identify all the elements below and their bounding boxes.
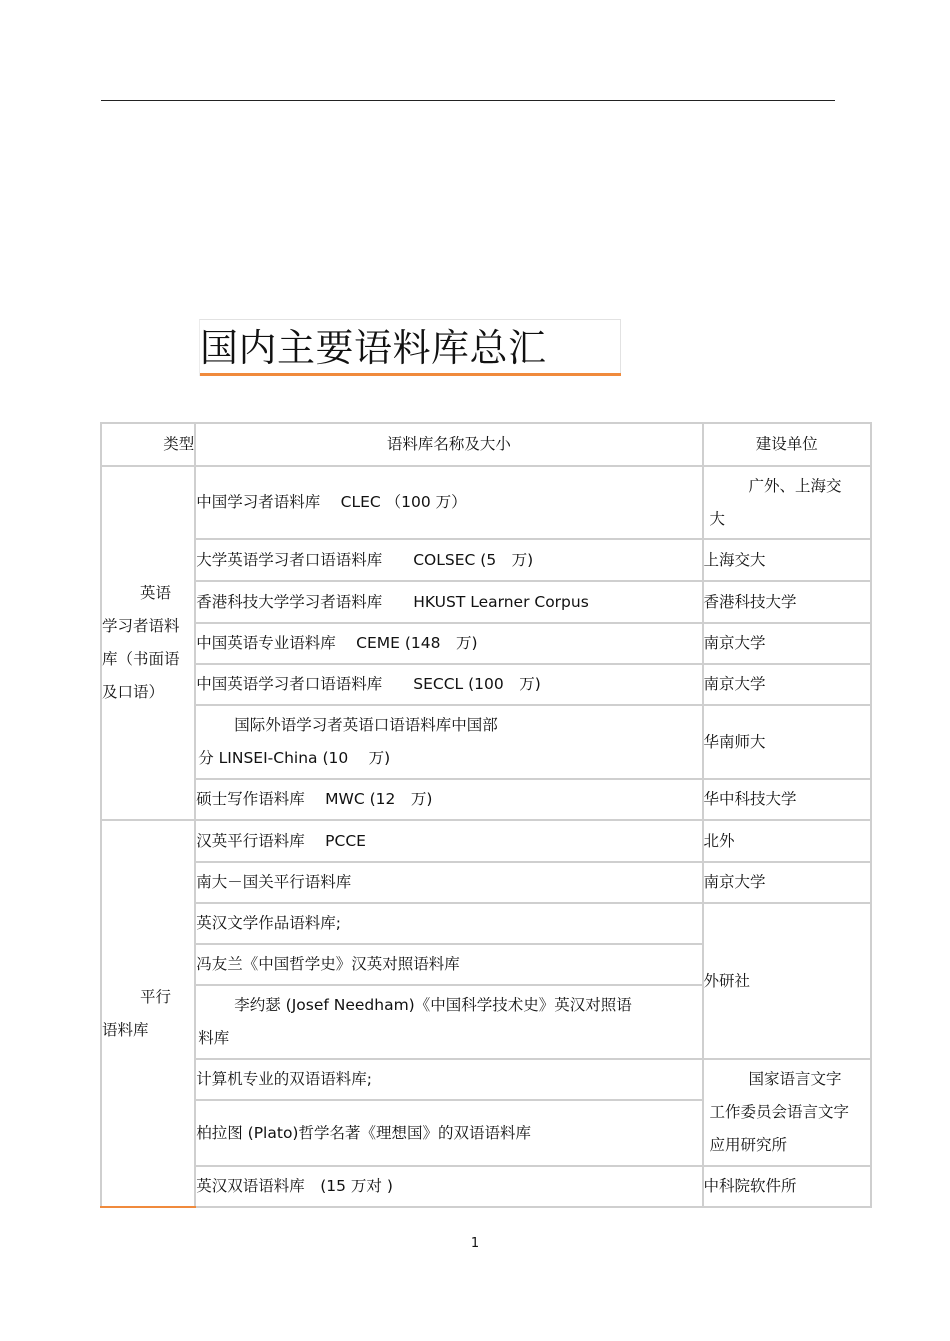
corpus-name: 英汉文学作品语料库; xyxy=(195,903,702,944)
corpus-name: 中国英语学习者口语语料库 SECCL (100 万) xyxy=(195,664,702,705)
corpus-name: 南大－国关平行语料库 xyxy=(195,862,702,903)
corpus-name: 中国学习者语料库 CLEC （100 万） xyxy=(195,466,702,539)
corpus-org: 上海交大 xyxy=(703,539,871,581)
corpus-name: 中国英语专业语料库 CEME (148 万) xyxy=(195,623,702,664)
corpus-org: 外研社 xyxy=(703,903,871,1059)
header-rule xyxy=(101,100,835,101)
corpus-name: 冯友兰《中国哲学史》汉英对照语料库 xyxy=(195,944,702,985)
table-row xyxy=(101,664,871,705)
corpus-name: 李约瑟 (Josef Needham)《中国科学技术史》英汉对照语 料库 xyxy=(195,985,702,1059)
corpus-name: 汉英平行语料库 PCCE xyxy=(195,820,702,862)
header-type: 类型 xyxy=(101,423,195,466)
corpus-name: 英汉双语语料库 (15 万对 ) xyxy=(195,1166,702,1207)
page-title: 国内主要语料库总汇 xyxy=(200,326,547,370)
table-row xyxy=(101,581,871,623)
corpus-table xyxy=(100,422,872,1208)
corpus-org: 香港科技大学 xyxy=(703,581,871,623)
table-row xyxy=(101,623,871,664)
page-number: 1 xyxy=(470,1236,480,1251)
table-row xyxy=(101,820,871,862)
corpus-name: 计算机专业的双语语料库; xyxy=(195,1059,702,1100)
table-row xyxy=(101,705,871,779)
table-row xyxy=(101,862,871,903)
corpus-org: 中科院软件所 xyxy=(703,1166,871,1207)
header-name: 语料库名称及大小 xyxy=(195,423,702,466)
corpus-org: 国家语言文字 工作委员会语言文字应用研究所 xyxy=(703,1059,871,1166)
corpus-org: 华中科技大学 xyxy=(703,779,871,820)
table-row xyxy=(101,1166,871,1207)
table-row xyxy=(101,539,871,581)
corpus-name: 国际外语学习者英语口语语料库中国部 分 LINSEI-China (10 万) xyxy=(195,705,702,779)
header-org: 建设单位 xyxy=(703,423,871,466)
corpus-name: 硕士写作语料库 MWC (12 万) xyxy=(195,779,702,820)
title-underline xyxy=(200,373,621,376)
table-row xyxy=(101,466,871,539)
corpus-name: 大学英语学习者口语语料库 COLSEC (5 万) xyxy=(195,539,702,581)
corpus-org: 北外 xyxy=(703,820,871,862)
title-box xyxy=(199,319,621,376)
table-row xyxy=(101,903,871,944)
corpus-org: 南京大学 xyxy=(703,623,871,664)
corpus-name: 香港科技大学学习者语料库 HKUST Learner Corpus xyxy=(195,581,702,623)
type-cell-parallel: 平行 语料库 xyxy=(101,820,195,1207)
table-row xyxy=(101,1059,871,1100)
corpus-org: 华南师大 xyxy=(703,705,871,779)
table-row xyxy=(101,779,871,820)
corpus-org: 广外、上海交 大 xyxy=(703,466,871,539)
table-header-row xyxy=(101,423,871,466)
corpus-org: 南京大学 xyxy=(703,862,871,903)
corpus-name: 柏拉图 (Plato)哲学名著《理想国》的双语语料库 xyxy=(195,1100,702,1166)
type-cell-learner: 英语 学习者语料库（书面语及口语） xyxy=(101,466,195,820)
corpus-org: 南京大学 xyxy=(703,664,871,705)
